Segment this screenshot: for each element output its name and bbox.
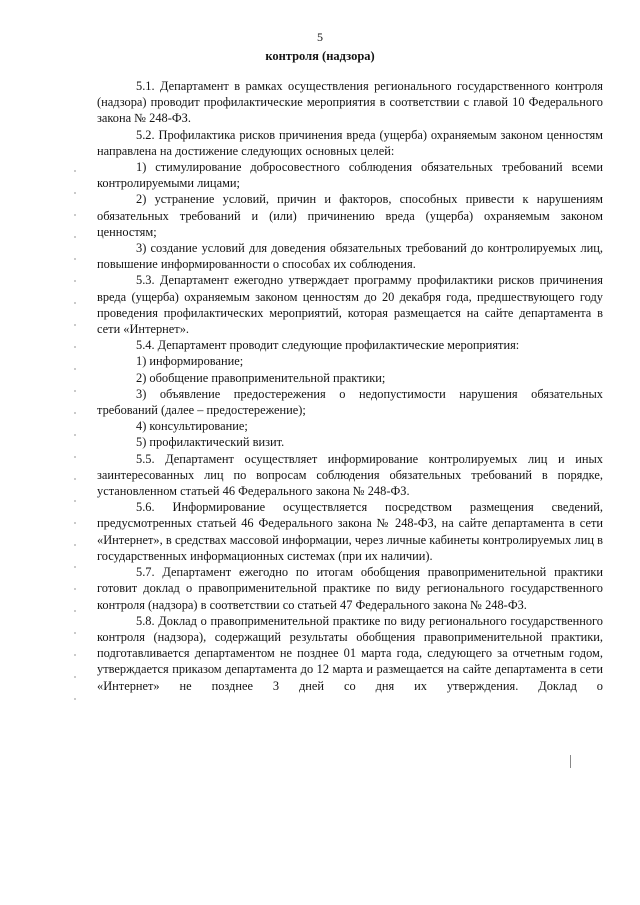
- paragraph-5-5: 5.5. Департамент осуществляет информирование контролируемых лиц и иных заинтересованных лиц по вопросам соблюдения обязательных требований в порядке, установленном статьей 46 Федерального закона № 248-ФЗ.: [97, 451, 603, 499]
- paragraph-5-6: 5.6. Информирование осуществляется посредством размещения сведений, предусмотренных статьей 46 Федерального закона № 248-ФЗ, на сайте департамента в сети «Интернет», в средствах массовой информации, через личные кабинеты контролируемых лиц в государственных информационных системах (при их наличии).: [97, 500, 603, 563]
- list-item-measure-1: 1) информирование;: [136, 354, 244, 369]
- list-item-measure-3: 3) объявление предостережения о недопустимости нарушения обязательных требований (далее – предостережение);: [97, 386, 603, 418]
- scan-margin-dots: [74, 160, 76, 720]
- list-item-measure-4: 4) консультирование;: [136, 419, 248, 434]
- paragraph-5-8: 5.8. Доклад о правоприменительной практике по виду регионального государственного контроля (надзора), содержащий результаты обобщения правоприменительной практики, подготавливается департаментом не позднее 01 марта года, следующего за отчетным годом, утверждается приказом департамента до 12 марта и размещается на сайте департамента в сети «Интернет» не позднее 3 дней со дня их утверждения. Доклад о: [97, 613, 603, 693]
- list-item-goal-2: 2) устранение условий, причин и факторов, способных привести к нарушениям обязательных требований и (или) причинению вреда (ущерба) охраняемым законом ценностям;: [97, 192, 603, 239]
- list-item-measure-5: 5) профилактический визит.: [136, 435, 285, 450]
- section-heading: контроля (надзора): [265, 49, 375, 63]
- scan-mark: [570, 755, 571, 768]
- document-body: [97, 78, 603, 694]
- paragraph-5-3: 5.3. Департамент ежегодно утверждает программу профилактики рисков причинения вреда (ущерба) охраняемым законом ценностям до 20 декабря года, предшествующего году проведения профилактических мероприятий, которая размещается на сайте департамента в сети «Интернет».: [97, 273, 603, 337]
- paragraph-5-2: 5.2. Профилактика рисков причинения вреда (ущерба) охраняемым законом ценностям направлена на достижение следующих основных целей:: [97, 127, 603, 158]
- page-number: 5: [317, 30, 323, 44]
- paragraph-5-1: 5.1. Департамент в рамках осуществления регионального государственного контроля (надзора) проводит профилактические мероприятия в соответствии с главой 10 Федерального закона № 248-ФЗ.: [97, 79, 603, 126]
- list-item-goal-3: 3) создание условий для доведения обязательных требований до контролируемых лиц, повышение информированности о способах их соблюдения.: [97, 241, 603, 272]
- paragraph-5-4: 5.4. Департамент проводит следующие профилактические мероприятия:: [136, 338, 520, 353]
- list-item-goal-1: 1) стимулирование добросовестного соблюдения обязательных требований всеми контролируемыми лицами;: [97, 160, 603, 191]
- list-item-measure-2: 2) обобщение правоприменительной практики;: [136, 370, 386, 385]
- paragraph-5-7: 5.7. Департамент ежегодно по итогам обобщения правоприменительной практики готовит доклад о правоприменительной практике по виду регионального государственного контроля (надзора) в соответствии со статьей 47 Федерального закона № 248-ФЗ.: [97, 565, 603, 612]
